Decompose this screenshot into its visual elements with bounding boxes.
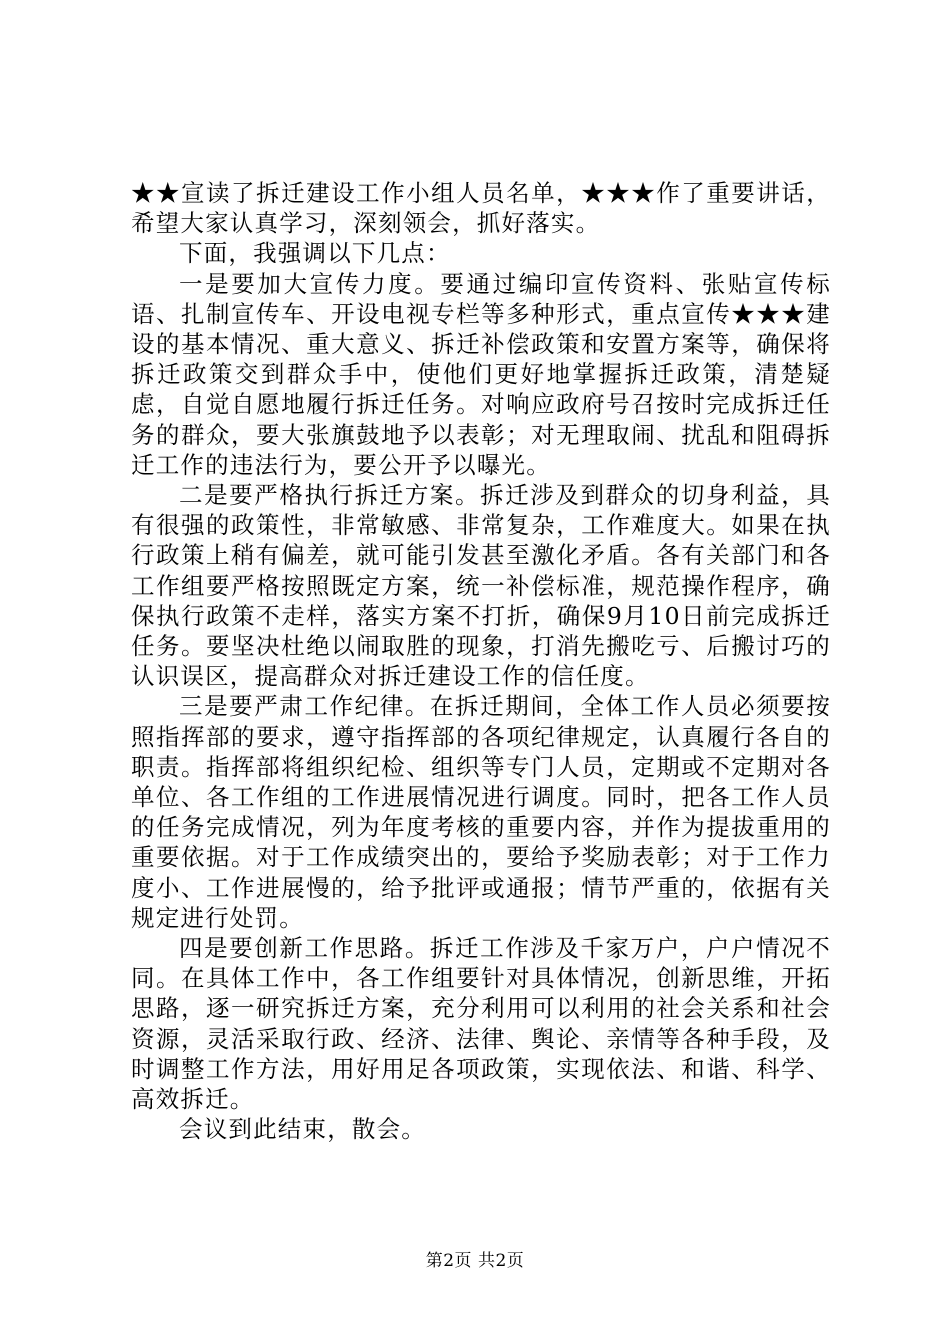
paragraph-point-three: 三是要严肃工作纪律。在拆迁期间，全体工作人员必须要按照指挥部的要求，遵守指挥部的各项纪律规定，认真履行各自的职责。指挥部将组织纪检、组织等专门人员，定期或不定期对各单位、各工作组的工作进展情况进行调度。同时，把各工作人员的任务完成情况，列为年度考核的重要内容，并作为提拔重用的重要依据。对于工作成绩突出的，要给予奖励表彰；对于工作力度小、工作进展慢的，给予批评或通报；情节严重的，依据有关规定进行处罚。 <box>131 692 831 932</box>
paragraph-closing: 会议到此结束，散会。 <box>179 1115 426 1144</box>
paragraph-point-two: 二是要严格执行拆迁方案。拆迁涉及到群众的切身利益，具有很强的政策性，非常敏感、非常复杂，工作难度大。如果在执行政策上稍有偏差，就可能引发甚至激化矛盾。各有关部门和各工作组要严格按照既定方案，统一补偿标准，规范操作程序，确保执行政策不走样，落实方案不打折，确保9月10日前完成拆迁任务。要坚决杜绝以闹取胜的现象，打消先搬吃亏、后搬讨巧的认识误区，提高群众对拆迁建设工作的信任度。 <box>131 481 831 691</box>
paragraph-intro: 下面，我强调以下几点： <box>179 239 451 268</box>
document-body <box>131 178 831 1145</box>
paragraph-point-four: 四是要创新工作思路。拆迁工作涉及千家万户，户户情况不同。在具体工作中，各工作组要针对具体情况，创新思维，开拓思路，逐一研究拆迁方案，充分利用可以利用的社会关系和社会资源，灵活采取行政、经济、法律、舆论、亲情等各种手段，及时调整工作方法，用好用足各项政策，实现依法、和谐、科学、高效拆迁。 <box>131 934 831 1114</box>
page-footer: 第2页 共2页 <box>425 1251 525 1271</box>
paragraph-point-one: 一是要加大宣传力度。要通过编印宣传资料、张贴宣传标语、扎制宣传车、开设电视专栏等多种形式，重点宣传★★★建设的基本情况、重大意义、拆迁补偿政策和安置方案等，确保将拆迁政策交到群众手中，使他们更好地掌握拆迁政策，清楚疑虑，自觉自愿地履行拆迁任务。对响应政府号召按时完成拆迁任务的群众，要大张旗鼓地予以表彰；对无理取闹、扰乱和阻碍拆迁工作的违法行为，要公开予以曝光。 <box>131 269 831 479</box>
paragraph-continuation: ★★宣读了拆迁建设工作小组人员名单，★★★作了重要讲话，希望大家认真学习，深刻领会，抓好落实。 <box>131 179 831 238</box>
